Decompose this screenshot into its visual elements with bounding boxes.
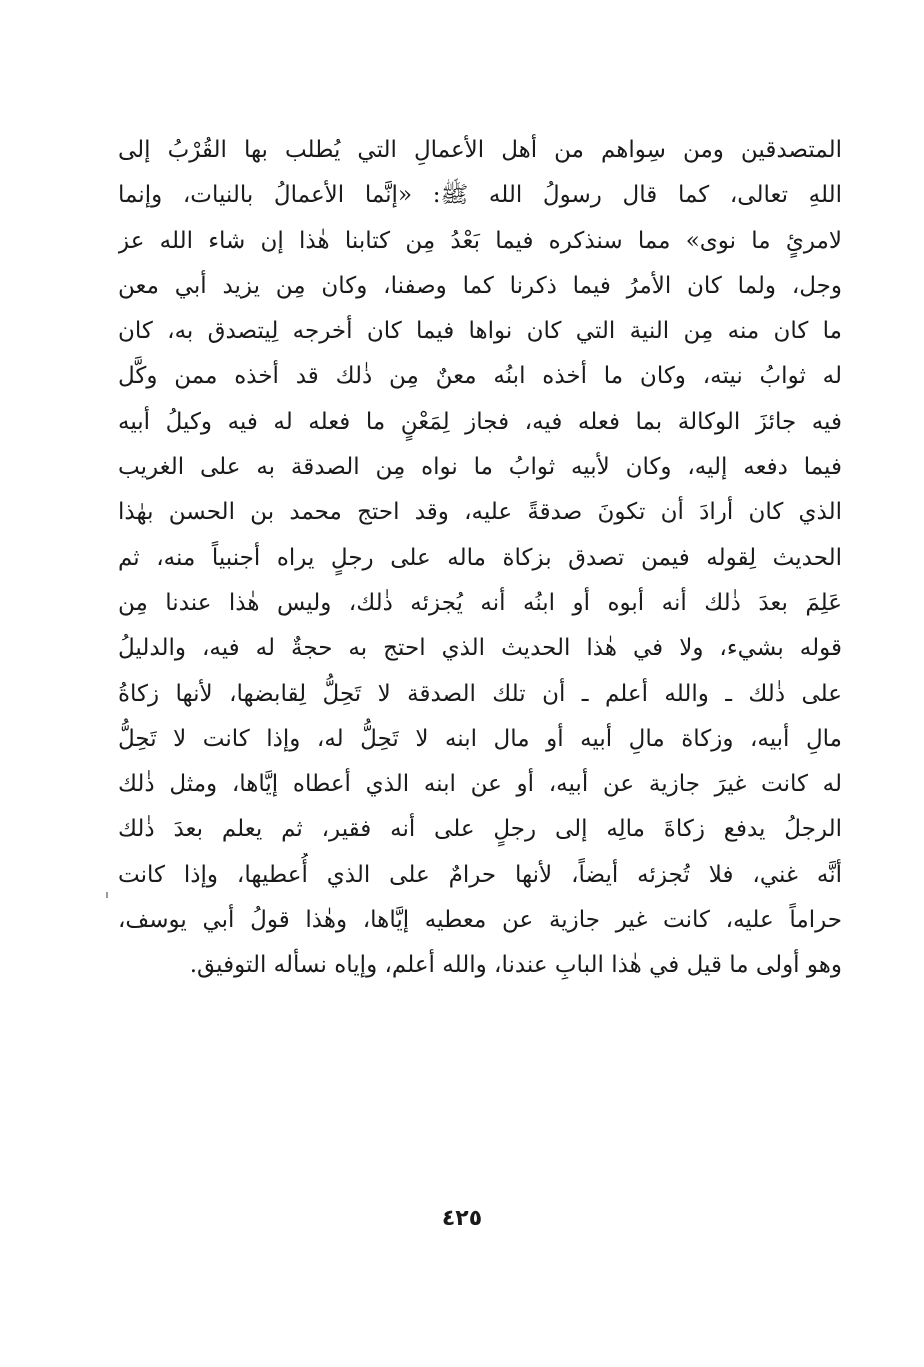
- text-line: الذي كان أرادَ أن تكونَ صدقةً عليه، وقد احتج محمد بن الحسن بهٰذا: [118, 499, 842, 526]
- text-line: عَلِمَ بعدَ ذٰلك أنه أبوه أو ابنُه أنه يُجزئه ذٰلك، وليس هٰذا عندنا مِن: [118, 589, 842, 616]
- text-line: أنَّه غني، فلا تُجزئه أيضاً، لأنها حرامٌ على الذي أُعطيها، وإذا كانت: [118, 861, 842, 888]
- text-line: له ثوابُ نيته، وكان ما أخذه ابنُه معنٌ مِن ذٰلك قد أخذه ممن وكَّل: [118, 363, 842, 390]
- body-text: [118, 128, 842, 989]
- text-line: فيه جائزَ الوكالة بما فعله فيه، فجاز لِمَعْنٍ ما فعله له فيه وكيلُ أبيه: [118, 408, 842, 435]
- text-line: اللهِ تعالى، كما قال رسولُ الله ﷺ: «إنَّما الأعمالُ بالنيات، وإنما: [118, 182, 842, 209]
- page-number: ٤٢٥: [441, 1206, 483, 1231]
- text-line: مالِ أبيه، وزكاة مالِ أبيه أو مال ابنه لا تَحِلُّ له، وإذا كانت لا تَحِلُّ: [118, 725, 842, 752]
- text-line: قوله بشيء، ولا في هٰذا الحديث الذي احتج به حجةٌ له فيه، والدليلُ: [118, 635, 842, 662]
- text-line: له كانت غيرَ جازية عن أبيه، أو عن ابنه الذي أعطاه إيَّاها، ومثل ذٰلك: [118, 771, 842, 798]
- text-line: الحديث لِقوله فيمن تصدق بزكاة ماله على رجلٍ يراه أجنبياً منه، ثم: [118, 544, 842, 571]
- text-line: المتصدقين ومن سِواهم من أهل الأعمالِ التي يُطلب بها القُرْبُ إلى: [118, 137, 842, 163]
- text-line: الرجلُ يدفع زكاةَ مالِه إلى رجلٍ على أنه فقير، ثم يعلم بعدَ ذٰلك: [118, 816, 842, 843]
- text-line-last: وهو أولى ما قيل في هٰذا البابِ عندنا، والله أعلم، وإياه نسأله التوفيق.: [189, 952, 842, 979]
- text-line: لامرئٍ ما نوى» مما سنذكره فيما بَعْدُ مِن كتابنا هٰذا إن شاء الله عز: [118, 227, 842, 254]
- text-line: فيما دفعه إليه، وكان لأبيه ثوابُ ما نواه مِن الصدقة به على الغريب: [118, 454, 842, 481]
- text-line: حراماً عليه، كانت غير جازية عن معطيه إيَّاها، وهٰذا قولُ أبي يوسف،: [118, 907, 842, 934]
- text-line: على ذٰلك ـ والله أعلم ـ أن تلك الصدقة لا تَحِلُّ لِقابضها، لأنها زكاةُ: [118, 680, 842, 707]
- text-line: وجل، ولما كان الأمرُ فيما ذكرنا كما وصفنا، وكان مِن يزيد أبي معن: [118, 272, 842, 299]
- text-line: ما كان منه مِن النية التي كان نواها فيما كان أخرجه لِيتصدق به، كان: [118, 318, 842, 345]
- margin-mark: [106, 892, 108, 898]
